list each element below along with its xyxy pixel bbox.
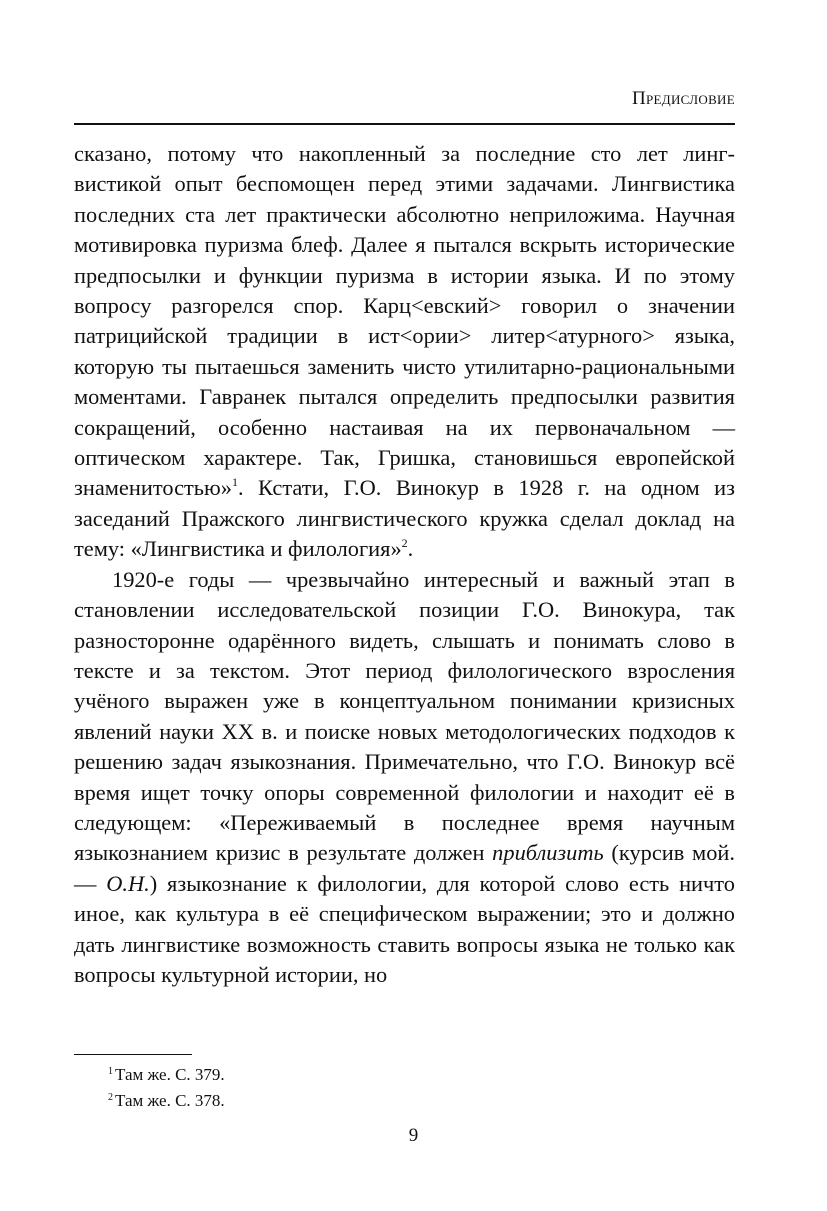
footnote-2-number: 2 xyxy=(108,1092,113,1103)
footnote-1 xyxy=(108,1062,225,1088)
footnote-1-number: 1 xyxy=(108,1066,113,1077)
main-text xyxy=(74,139,735,990)
paragraph-1-text-c: . xyxy=(407,536,414,562)
paragraph-1-text-a: сказано, потому что накопленный за последние сто лет лингвистикой опыт беспомощен перед этими задачами. Лингвистика последних ста лет практически абсолютно неприложима. Научная мотивировка пуризма блеф. Далее я пытался вскрыть исторические предпосылки и функции пуризма в истории языка. И по этому вопросу разгорелся спор. Карц<евский> говорил о значении патрицийской традиции в ист<ории> литер<атурного> языка, которую ты пытаешься заменить чисто утилитарно-рациональными моментами. Гавранек пытался определить предпосылки развития сокращений, особенно настаивая на их первоначальном — оптическом характере. Так, Гришка, становишься европейской знаменитостью» xyxy=(74,141,735,501)
paragraph-2-text-a: 1920-е годы — чрезвычайно интересный и важный этап в становлении исследовательской позиции Г.О. Винокура, так разносторонне одарённого видеть, слышать и понимать слово в тексте и за текстом. Этот период филологического взросления учёного выражен уже в концептуальном понимании кризисных явлений науки XX в. и поиске новых методологических подходов к решению задач языкознания. Примечательно, что Г.О. Винокур всё время ищет точку опоры современной филологии и находит её в следующем: «Переживаемый в последнее время научным языкознанием кризис в результате должен xyxy=(74,566,735,866)
paragraph-1 xyxy=(74,139,735,565)
paragraph-2-text-c: ) языкознание к филологии, для которой слово есть ничто иное, как культура в её специфическом выражении; это и должно дать лингвистике возможность ставить вопросы языка не только как вопросы культурной истории, но xyxy=(74,870,735,987)
paragraph-1-text-b: . Кстати, Г.О. Винокур в 1928 г. на одном из заседаний Пражского лингвистического кружка сделал доклад на тему: «Лингвистика и филология» xyxy=(74,475,735,562)
footnote-ref-1: 1 xyxy=(231,475,238,490)
running-head: Предисловие xyxy=(631,88,735,109)
footnote-2 xyxy=(108,1088,225,1114)
paragraph-2-italic-word: приблизить xyxy=(492,840,604,866)
footnotes xyxy=(108,1062,225,1114)
header-rule xyxy=(74,123,735,125)
footnote-2-text: Там же. С. 378. xyxy=(115,1091,225,1110)
footnote-rule xyxy=(74,1054,192,1055)
paragraph-2 xyxy=(74,565,735,991)
page-number: 9 xyxy=(408,1125,419,1146)
paragraph-2-initials: О.Н. xyxy=(106,870,150,896)
footnote-1-text: Там же. С. 379. xyxy=(115,1065,225,1084)
paragraph-2-text-b: (курсив мой. — xyxy=(74,840,735,896)
footnote-ref-2: 2 xyxy=(401,536,408,551)
